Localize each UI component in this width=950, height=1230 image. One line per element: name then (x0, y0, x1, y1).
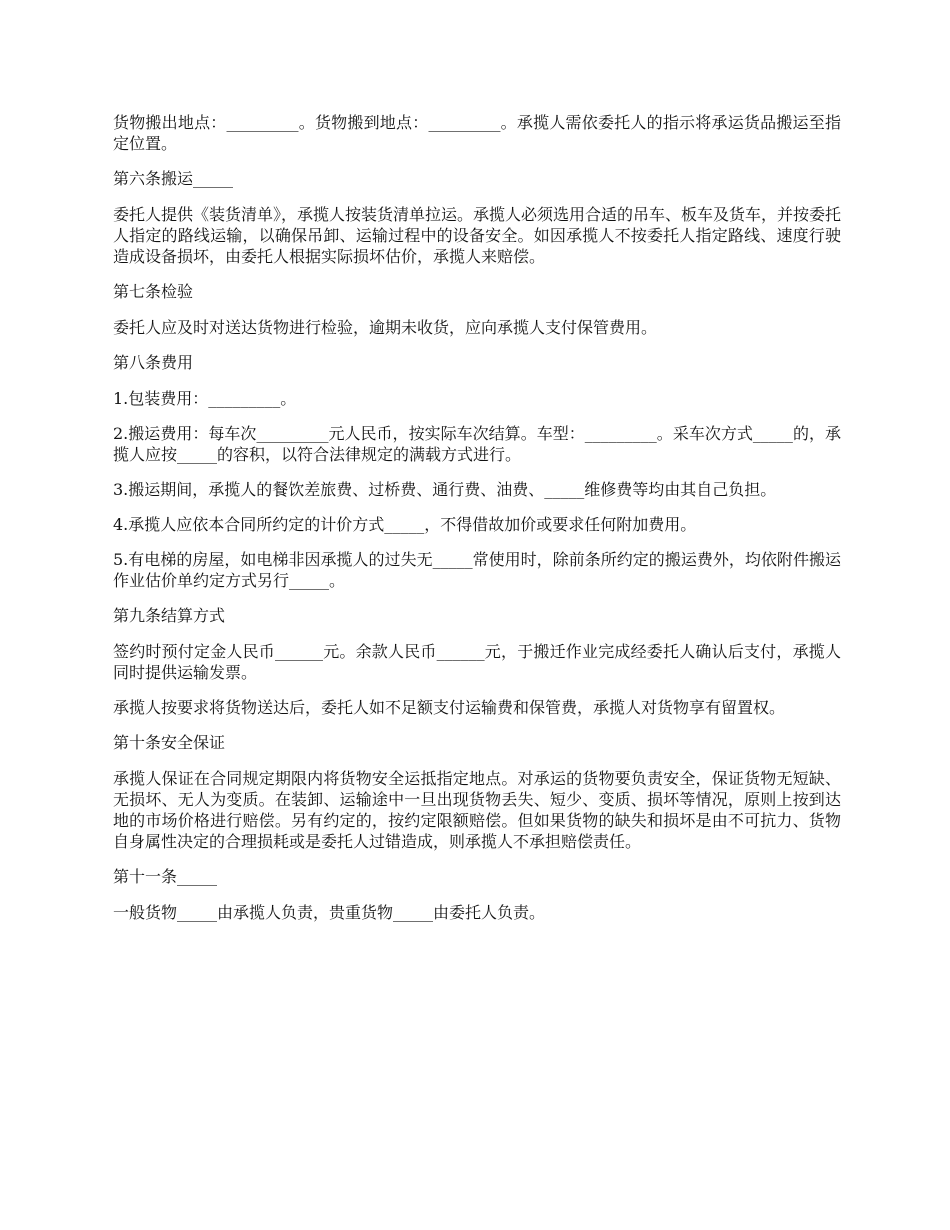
paragraph-fee-elevator: 5.有电梯的房屋，如电梯非因承揽人的过失无_____常使用时，除前条所约定的搬运费外，均依附件搬运作业估价单约定方式另行_____。 (113, 550, 841, 590)
heading-article-7-inspection: 第七条检验 (113, 282, 194, 301)
paragraph-settlement-deposit: 签约时预付定金人民币______元。余款人民币______元，于搬迁作业完成经委托人确认后支付，承揽人同时提供运输发票。 (113, 642, 841, 682)
heading-article-9-settlement: 第九条结算方式 (113, 606, 226, 625)
heading-article-10-safety: 第十条安全保证 (113, 733, 226, 752)
paragraph-fee-expenses: 3.搬运期间，承揽人的餐饮差旅费、过桥费、通行费、油费、_____维修费等均由其自己负担。 (113, 480, 777, 499)
paragraph-fee-pricing-method: 4.承揽人应依本合同所约定的计价方式_____，不得借故加价或要求任何附加费用。 (113, 515, 697, 534)
heading-article-11: 第十一条_____ (113, 867, 218, 886)
paragraph-fee-packaging: 1.包装费用：_________。 (113, 389, 297, 408)
paragraph-pickup-delivery-location: 货物搬出地点：_________。货物搬到地点：_________。承揽人需依委托人的指示将承运货品搬运至指定位置。 (113, 113, 841, 153)
document-page (113, 112, 841, 937)
paragraph-article-10-safety: 承揽人保证在合同规定期限内将货物安全运抵指定地点。对承运的货物要负责安全，保证货物无短缺、无损坏、无人为变质。在装卸、运输途中一旦出现货物丢失、短少、变质、损坏等情况，原则上按到达地的市场价格进行赔偿。另有约定的，按约定限额赔偿。但如果货物的缺失和损坏是由不可抗力、货物自身属性决定的合理损耗或是委托人过错造成，则承揽人不承担赔偿责任。 (113, 769, 841, 851)
paragraph-settlement-lien: 承揽人按要求将货物送达后，委托人如不足额支付运输费和保管费，承揽人对货物享有留置权。 (113, 698, 786, 717)
paragraph-fee-transport: 2.搬运费用：每车次_________元人民币，按实际车次结算。车型：_________。采车次方式_____的，承揽人应按_____的容积，以符合法律规定的满载方式进行。 (113, 424, 841, 464)
heading-article-8-fees: 第八条费用 (113, 353, 194, 372)
paragraph-article-11-goods-responsibility: 一般货物_____由承揽人负责，贵重货物_____由委托人负责。 (113, 903, 546, 922)
paragraph-article-6-transport: 委托人提供《装货清单》，承揽人按装货清单拉运。承揽人必须选用合适的吊车、板车及货车，并按委托人指定的路线运输，以确保吊卸、运输过程中的设备安全。如因承揽人不按委托人指定路线、速度行驶造成设备损坏，由委托人根据实际损坏估价，承揽人来赔偿。 (113, 205, 842, 266)
heading-article-6-transport: 第六条搬运_____ (113, 169, 234, 188)
paragraph-article-7-inspection: 委托人应及时对送达货物进行检验，逾期未收货，应向承揽人支付保管费用。 (113, 318, 658, 337)
